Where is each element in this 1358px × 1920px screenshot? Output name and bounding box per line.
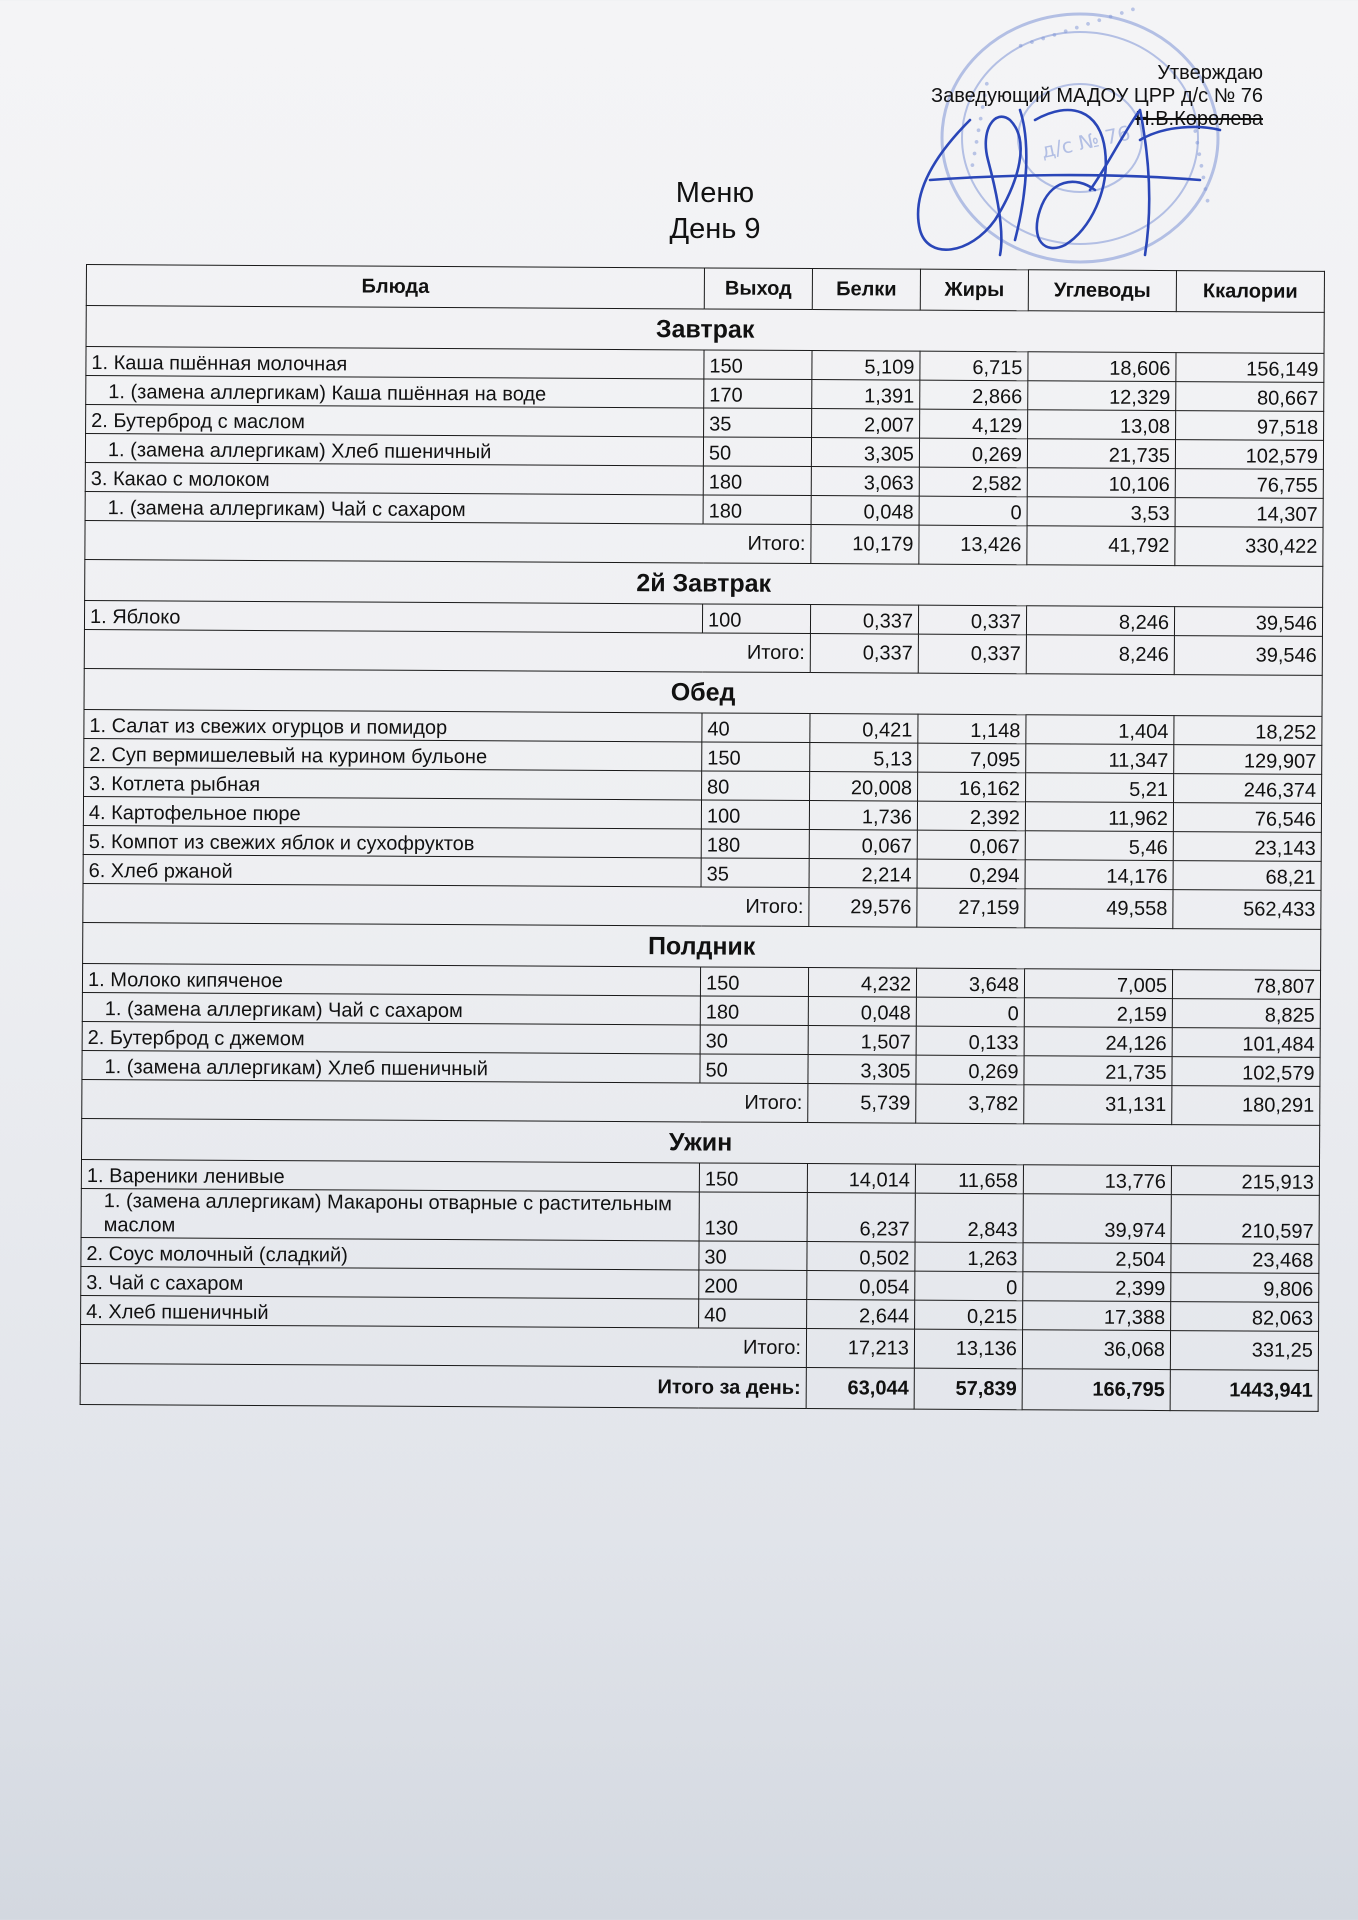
header-protein: Белки	[812, 269, 920, 311]
total-carbs: 49,558	[1025, 889, 1173, 929]
total-fat: 13,426	[919, 525, 1027, 565]
svg-text:• • • • • • • •: • • • • • • • •	[1183, 114, 1215, 207]
dish-carbs: 8,246	[1026, 606, 1174, 636]
dish-kcal: 215,913	[1171, 1166, 1319, 1196]
section-title: Полдник	[83, 922, 1321, 970]
dish-output: 40	[702, 713, 810, 743]
dish-output: 150	[700, 967, 808, 997]
dish-fat: 0,269	[919, 438, 1027, 468]
dish-fat: 0	[915, 1271, 1023, 1301]
section-header-row	[84, 668, 1322, 716]
dish-carbs: 21,735	[1027, 439, 1175, 469]
dish-fat: 0,133	[916, 1026, 1024, 1056]
dish-protein: 2,007	[812, 409, 920, 439]
dish-carbs: 13,776	[1023, 1165, 1171, 1195]
dish-kcal: 102,579	[1175, 440, 1323, 470]
dish-protein: 1,507	[808, 1026, 916, 1056]
dish-protein: 0,421	[810, 714, 918, 744]
dish-protein: 2,644	[807, 1300, 915, 1330]
menu-table	[80, 264, 1325, 1412]
dish-name: 2. Бутерброд с маслом	[86, 405, 704, 437]
grand-total-fat: 57,839	[914, 1368, 1022, 1410]
dish-name: 2. Бутерброд с джемом	[82, 1021, 700, 1053]
table-header-row	[86, 265, 1324, 313]
dish-fat: 0	[916, 997, 1024, 1027]
dish-fat: 2,392	[917, 801, 1025, 831]
dish-output: 180	[703, 466, 811, 496]
total-kcal: 39,546	[1174, 636, 1322, 676]
dish-kcal: 78,807	[1172, 970, 1320, 1000]
total-label: Итого:	[80, 1324, 806, 1367]
total-carbs: 8,246	[1026, 635, 1174, 675]
dish-name: 1. Каша пшённая молочная	[86, 347, 704, 379]
header-kcal: Ккалории	[1176, 271, 1324, 313]
dish-fat: 0,215	[915, 1300, 1023, 1330]
grand-total-protein: 63,044	[806, 1368, 914, 1410]
dish-protein: 0,048	[808, 997, 916, 1027]
dish-fat: 16,162	[918, 772, 1026, 802]
dish-name: 1. (замена аллергикам) Макароны отварные с растительным маслом	[81, 1188, 699, 1240]
section-title: Ужин	[81, 1118, 1319, 1166]
dish-kcal: 97,518	[1176, 411, 1324, 441]
dish-kcal: 82,063	[1171, 1302, 1319, 1332]
total-fat: 27,159	[917, 888, 1025, 928]
dish-protein: 20,008	[810, 772, 918, 802]
approval-block	[931, 62, 1263, 131]
dish-fat: 6,715	[920, 351, 1028, 381]
total-kcal: 331,25	[1170, 1331, 1318, 1371]
dish-name: 4. Хлеб пшеничный	[81, 1295, 699, 1327]
dish-output: 50	[703, 437, 811, 467]
total-label: Итого:	[83, 883, 809, 926]
dish-protein: 3,063	[811, 467, 919, 497]
dish-kcal: 102,579	[1172, 1057, 1320, 1087]
dish-protein: 0,048	[811, 496, 919, 526]
total-kcal: 562,433	[1173, 890, 1321, 930]
dish-carbs: 10,106	[1027, 468, 1175, 498]
dish-kcal: 18,252	[1174, 716, 1322, 746]
dish-protein: 3,305	[808, 1055, 916, 1085]
dish-kcal: 156,149	[1176, 353, 1324, 383]
header-fat: Жиры	[920, 269, 1028, 311]
section-total-row	[82, 1079, 1320, 1125]
total-carbs: 36,068	[1022, 1330, 1170, 1370]
dish-output: 150	[699, 1163, 807, 1193]
total-fat: 3,782	[916, 1084, 1024, 1124]
dish-protein: 1,391	[812, 380, 920, 410]
dish-name: 2. Соус молочный (сладкий)	[81, 1237, 699, 1269]
approval-signatory: Н.В.Королева	[1135, 108, 1263, 130]
grand-total-kcal: 1443,941	[1170, 1370, 1318, 1412]
dish-carbs: 3,53	[1027, 497, 1175, 527]
svg-text:д/с № 76: д/с № 76	[1039, 120, 1133, 163]
section-header-row	[85, 559, 1323, 607]
dish-fat: 0,294	[917, 859, 1025, 889]
document-title: Меню	[675, 177, 755, 209]
dish-fat: 7,095	[918, 743, 1026, 773]
dish-output: 150	[704, 350, 812, 380]
dish-protein: 14,014	[807, 1164, 915, 1194]
section-total-row	[84, 629, 1322, 675]
dish-kcal: 68,21	[1173, 861, 1321, 891]
header-output: Выход	[704, 268, 812, 310]
dish-kcal: 39,546	[1174, 607, 1322, 637]
total-protein: 29,576	[809, 888, 917, 928]
dish-output: 200	[699, 1270, 807, 1300]
dish-kcal: 101,484	[1172, 1028, 1320, 1058]
dish-fat: 2,866	[920, 380, 1028, 410]
dish-carbs: 5,46	[1025, 831, 1173, 861]
dish-name: 3. Чай с сахаром	[81, 1266, 699, 1298]
dish-fat: 0,337	[918, 605, 1026, 635]
section-title: Завтрак	[86, 306, 1324, 354]
dish-name: 1. (замена аллергикам) Каша пшённая на воде	[86, 376, 704, 408]
dish-kcal: 76,755	[1175, 469, 1323, 499]
dish-name: 2. Суп вермишелевый на курином бульоне	[84, 738, 702, 770]
dish-output: 80	[702, 771, 810, 801]
dish-protein: 0,067	[809, 830, 917, 860]
dish-protein: 2,214	[809, 859, 917, 889]
dish-protein: 0,502	[807, 1242, 915, 1272]
dish-output: 100	[701, 800, 809, 830]
dish-output: 130	[699, 1192, 807, 1242]
total-protein: 10,179	[811, 525, 919, 565]
dish-name: 1. Салат из свежих огурцов и помидор	[84, 709, 702, 741]
dish-fat: 1,148	[918, 714, 1026, 744]
dish-output: 35	[701, 858, 809, 888]
dish-output: 50	[700, 1054, 808, 1084]
dish-output: 40	[699, 1299, 807, 1329]
dish-carbs: 5,21	[1026, 773, 1174, 803]
dish-carbs: 1,404	[1026, 715, 1174, 745]
total-protein: 5,739	[808, 1084, 916, 1124]
dish-kcal: 23,143	[1173, 832, 1321, 862]
total-protein: 17,213	[806, 1329, 914, 1369]
section-total-row	[85, 520, 1323, 566]
dish-protein: 6,237	[807, 1193, 915, 1243]
dish-carbs: 2,159	[1024, 998, 1172, 1028]
dish-carbs: 11,347	[1026, 744, 1174, 774]
dish-name: 1. (замена аллергикам) Чай с сахаром	[82, 992, 700, 1024]
dish-carbs: 2,399	[1023, 1272, 1171, 1302]
dish-carbs: 7,005	[1024, 969, 1172, 999]
approval-label: Утверждаю	[1157, 62, 1263, 84]
dish-carbs: 12,329	[1028, 381, 1176, 411]
grand-total-label: Итого за день:	[80, 1363, 806, 1408]
total-fat: 0,337	[918, 634, 1026, 674]
dish-name: 1. Яблоко	[84, 600, 702, 632]
section-total-row	[80, 1324, 1318, 1370]
svg-text:• • • • • • • • • • •: • • • • • • • • • • •	[1015, 2, 1140, 56]
dish-kcal: 14,307	[1175, 498, 1323, 528]
dish-output: 180	[701, 829, 809, 859]
dish-fat: 2,582	[919, 467, 1027, 497]
dish-carbs: 24,126	[1024, 1027, 1172, 1057]
dish-protein: 3,305	[811, 438, 919, 468]
dish-kcal: 23,468	[1171, 1244, 1319, 1274]
approval-position: Заведующий МАДОУ ЦРР д/с № 76	[931, 85, 1263, 107]
dish-kcal: 80,667	[1176, 382, 1324, 412]
dish-carbs: 14,176	[1025, 860, 1173, 890]
dish-protein: 0,054	[807, 1271, 915, 1301]
total-kcal: 330,422	[1175, 527, 1323, 567]
dish-carbs: 2,504	[1023, 1243, 1171, 1273]
dish-name: 1. (замена аллергикам) Чай с сахаром	[85, 491, 703, 523]
dish-fat: 2,843	[915, 1193, 1023, 1243]
dish-name: 6. Хлеб ржаной	[83, 854, 701, 886]
dish-kcal: 210,597	[1171, 1195, 1319, 1245]
dish-output: 180	[703, 495, 811, 525]
dish-carbs: 18,606	[1028, 352, 1176, 382]
svg-text:• • • • • • • •: • • • • • • • •	[965, 78, 997, 171]
header-dish: Блюда	[86, 265, 704, 309]
dish-name: 1. Вареники ленивые	[81, 1159, 699, 1191]
dish-fat: 0,269	[916, 1055, 1024, 1085]
dish-output: 170	[704, 379, 812, 409]
menu-body	[80, 306, 1324, 1412]
header-carbs: Углеводы	[1028, 270, 1176, 312]
dish-name: 1. Молоко кипяченое	[82, 963, 700, 995]
dish-carbs: 13,08	[1028, 410, 1176, 440]
dish-name: 4. Картофельное пюре	[83, 796, 701, 828]
dish-output: 150	[702, 742, 810, 772]
total-protein: 0,337	[810, 634, 918, 674]
dish-protein: 4,232	[808, 968, 916, 998]
dish-carbs: 39,974	[1023, 1194, 1171, 1244]
dish-protein: 1,736	[809, 801, 917, 831]
dish-kcal: 246,374	[1174, 774, 1322, 804]
total-label: Итого:	[85, 520, 811, 563]
dish-kcal: 129,907	[1174, 745, 1322, 775]
dish-name: 3. Котлета рыбная	[84, 767, 702, 799]
dish-fat: 4,129	[920, 409, 1028, 439]
dish-carbs: 17,388	[1023, 1301, 1171, 1331]
dish-protein: 5,13	[810, 743, 918, 773]
section-header-row	[81, 1118, 1319, 1166]
dish-output: 30	[699, 1241, 807, 1271]
section-total-row	[83, 883, 1321, 929]
dish-fat: 11,658	[915, 1164, 1023, 1194]
dish-fat: 0	[919, 496, 1027, 526]
dish-carbs: 21,735	[1024, 1056, 1172, 1086]
dish-kcal: 76,546	[1173, 803, 1321, 833]
dish-protein: 5,109	[812, 351, 920, 381]
dish-name: 3. Какао с молоком	[85, 462, 703, 494]
total-fat: 13,136	[914, 1329, 1022, 1369]
dish-kcal: 8,825	[1172, 999, 1320, 1029]
total-label: Итого:	[84, 629, 810, 672]
dish-name: 1. (замена аллергикам) Хлеб пшеничный	[82, 1050, 700, 1082]
grand-total-carbs: 166,795	[1022, 1369, 1170, 1411]
section-header-row	[83, 922, 1321, 970]
dish-fat: 0,067	[917, 830, 1025, 860]
dish-name: 1. (замена аллергикам) Хлеб пшеничный	[85, 434, 703, 466]
dish-output: 100	[702, 604, 810, 634]
section-title: Обед	[84, 668, 1322, 716]
dish-fat: 1,263	[915, 1242, 1023, 1272]
total-carbs: 31,131	[1024, 1085, 1172, 1125]
dish-output: 35	[704, 408, 812, 438]
total-kcal: 180,291	[1172, 1086, 1320, 1126]
dish-name: 5. Компот из свежих яблок и сухофруктов	[83, 825, 701, 857]
table-row	[81, 1188, 1319, 1244]
dish-output: 180	[700, 996, 808, 1026]
dish-kcal: 9,806	[1171, 1273, 1319, 1303]
grand-total-row	[80, 1363, 1318, 1411]
dish-carbs: 11,962	[1025, 802, 1173, 832]
dish-protein: 0,337	[810, 605, 918, 635]
document-subtitle: День 9	[669, 213, 761, 245]
section-header-row	[86, 306, 1324, 354]
dish-output: 30	[700, 1025, 808, 1055]
dish-fat: 3,648	[916, 968, 1024, 998]
total-label: Итого:	[82, 1079, 808, 1122]
total-carbs: 41,792	[1027, 526, 1175, 566]
section-title: 2й Завтрак	[85, 559, 1323, 607]
